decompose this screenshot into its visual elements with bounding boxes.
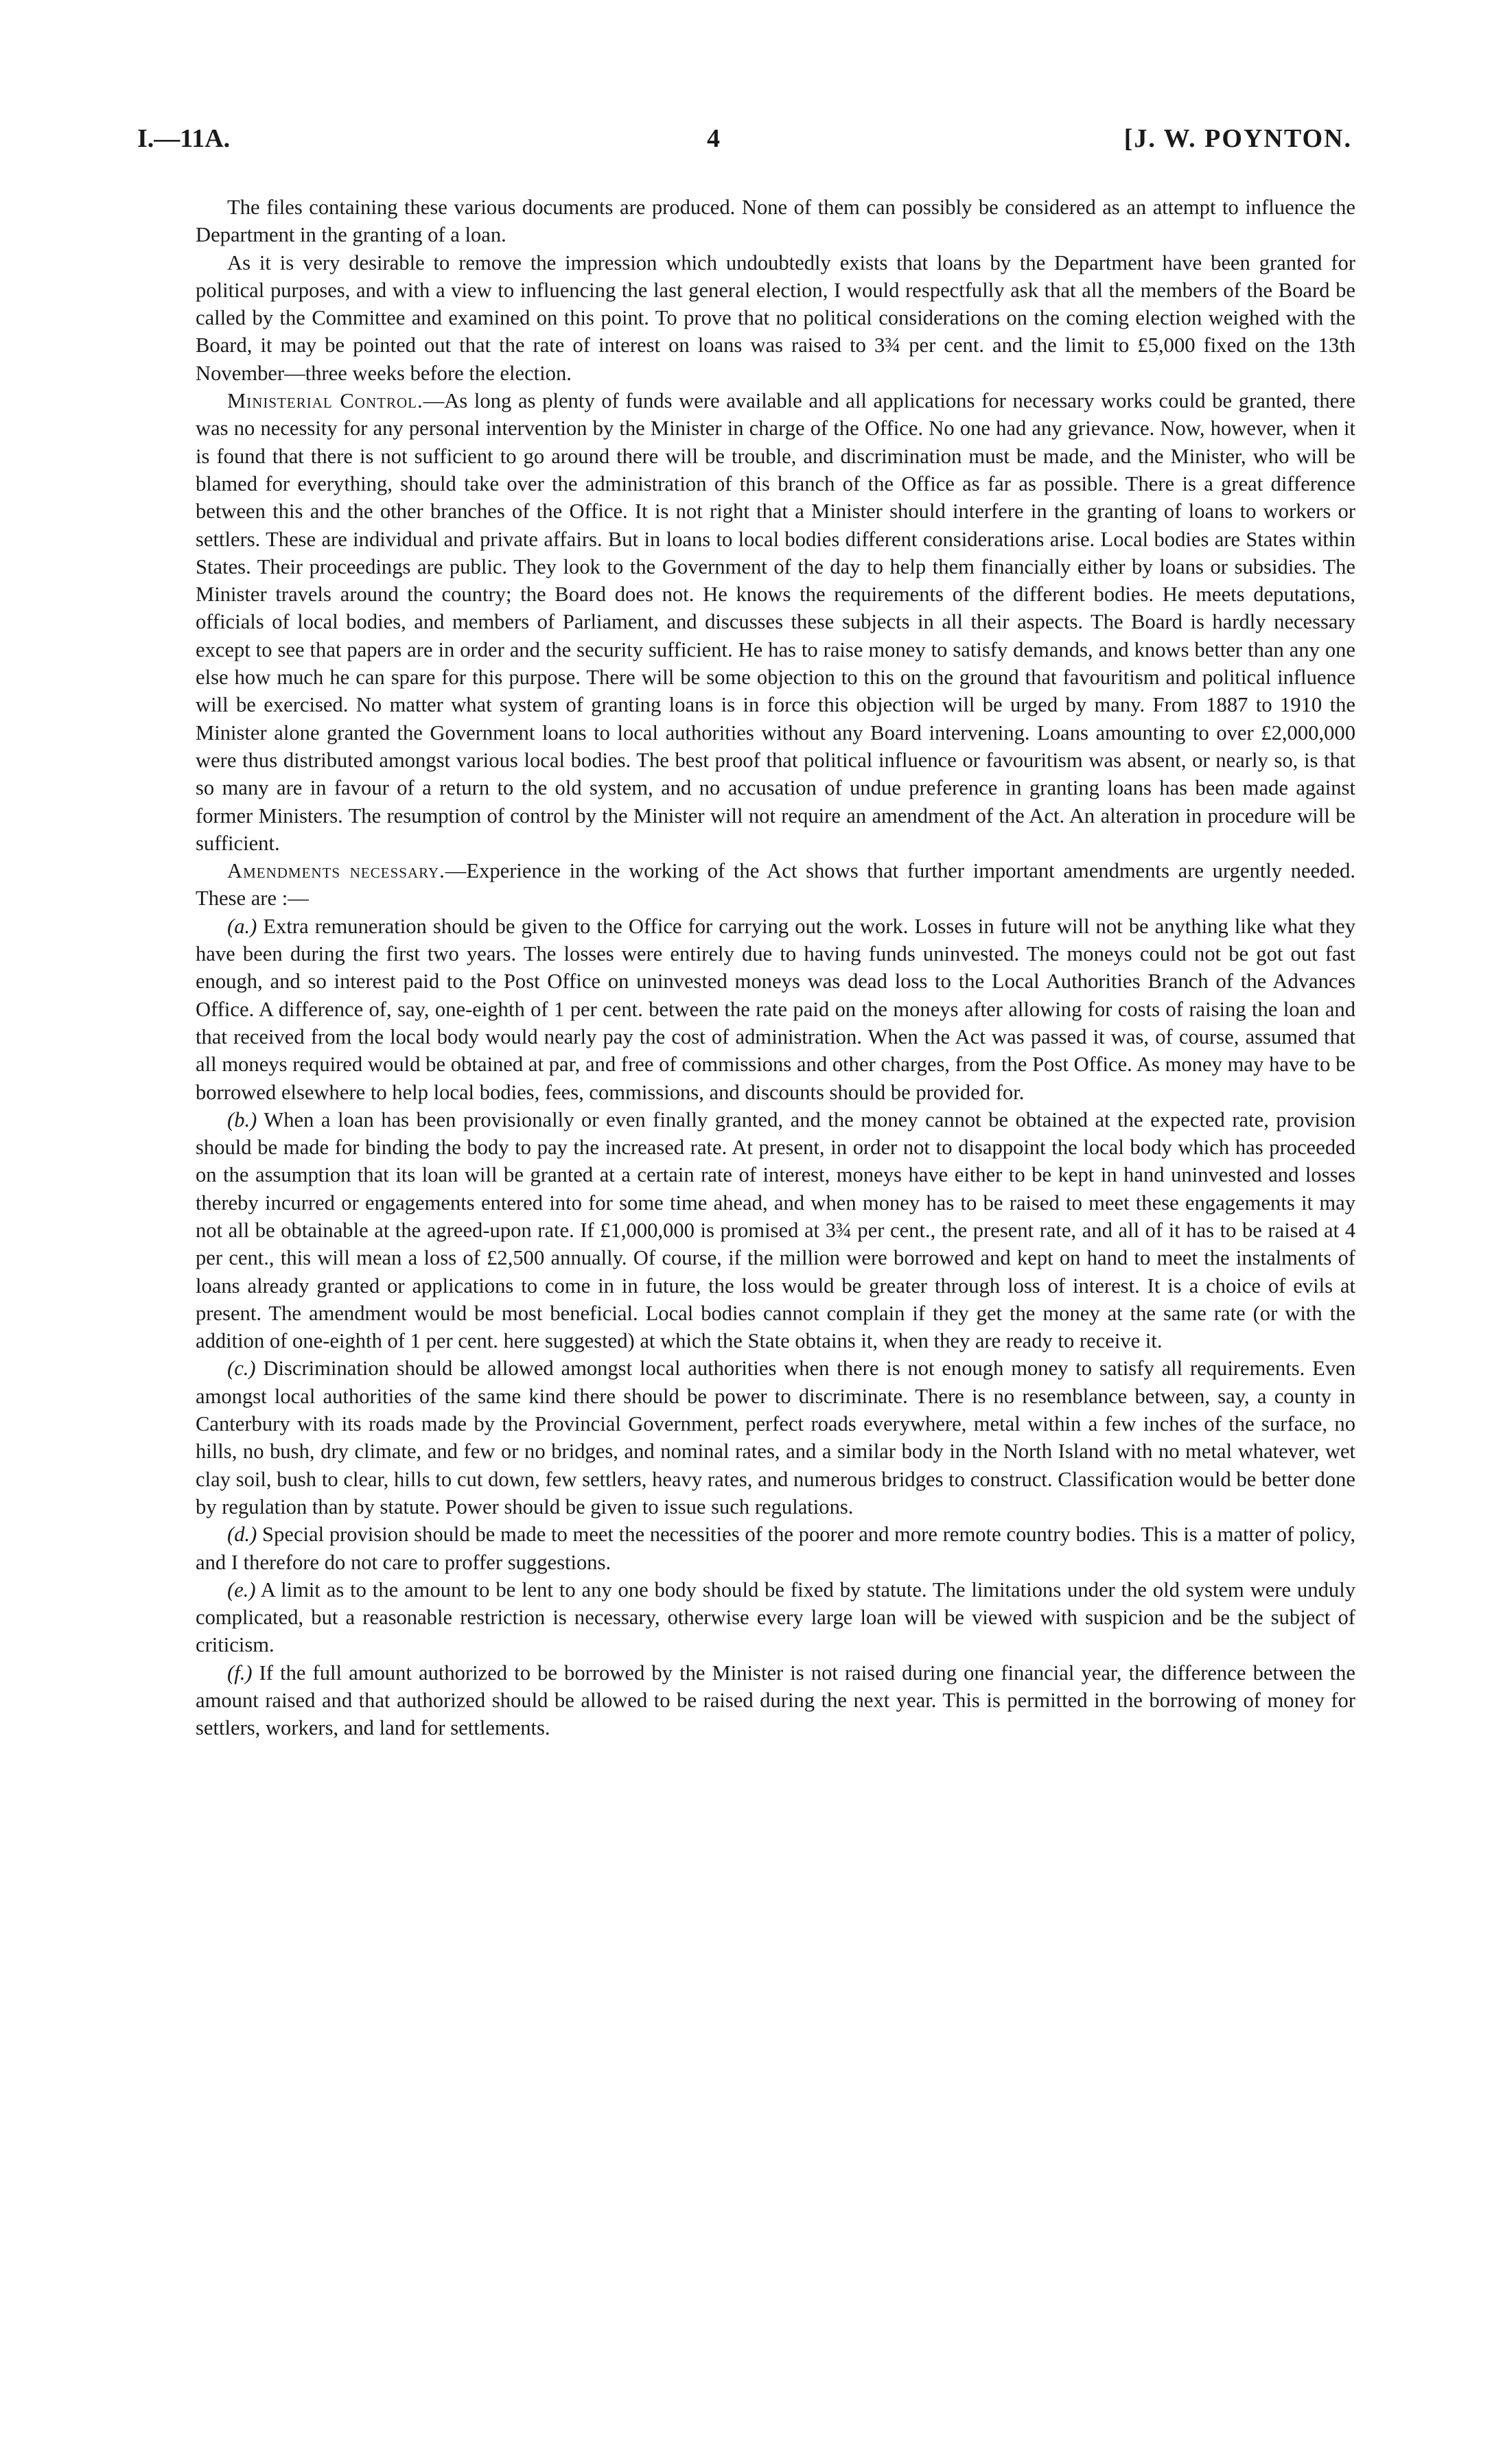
- section-heading: Ministerial Control.: [227, 389, 423, 413]
- item-label: (b.): [227, 1107, 257, 1131]
- paragraph-amendments-necessary: Amendments necessary.—Experience in the working of the Act shows that further important amendments are urgently needed. These are :—: [196, 859, 1355, 911]
- paragraph: The files containing these various documents are produced. None of them can possibly be considered as an attempt to influence the Department in the granting of a loan.: [196, 196, 1355, 247]
- list-item: (a.) Extra remuneration should be given to the Office for carrying out the work. Losses in future will not be anything like what they have been during the first two years. The losses were entirely due to having funds uninvested. The moneys could not be got out fast enough, and so interest paid to the Post Office on uninvested moneys was dead loss to the Local Authorities Branch of the Advances Office. A difference of, say, one-eighth of 1 per cent. between the rate paid on the moneys after allowing for costs of raising the loan and that received from the local body would nearly pay the cost of administration. When the Act was passed it was, of course, assumed that all moneys required would be obtained at par, and free of commissions and other charges, from the Post Office. As money may have to be borrowed elsewhere to help local bodies, fees, commissions, and discounts should be provided for.: [196, 914, 1355, 1104]
- page-header: [137, 124, 1352, 165]
- report-reference: I.—11A.: [137, 124, 231, 153]
- section-heading: Amendments necessary.: [227, 859, 445, 883]
- list-item: (e.) A limit as to the amount to be lent to any one body should be fixed by statute. The limitations under the old system were unduly complicated, but a reasonable restriction is necessary, otherwise every large loan will be viewed with suspicion and be the subject of criticism.: [196, 1577, 1355, 1657]
- item-label: (e.): [227, 1577, 256, 1601]
- paragraph: As it is very desirable to remove the impression which undoubtedly exists that loans by the Department have been granted for political purposes, and with a view to influencing the last general election, I would respectfully ask that all the members of the Board be called by the Committee and examined on this point. To prove that no political considerations on the coming election weighed with the Board, it may be pointed out that the rate of interest on loans was raised to 3¾ per cent. and the limit to £5,000 fixed on the 13th November—three weeks before the election.: [196, 250, 1355, 385]
- list-item: (f.) If the full amount authorized to be borrowed by the Minister is not raised during one financial year, the difference between the amount raised and that authorized should be allowed to be raised during the next year. This is permitted in the borrowing of money for settlers, workers, and land for settlements.: [196, 1661, 1355, 1740]
- body-text: [196, 193, 1355, 1742]
- item-label: (d.): [227, 1523, 257, 1547]
- item-label: (a.): [227, 914, 257, 938]
- item-label: (f.): [227, 1661, 253, 1685]
- witness-name: [J. W. POYNTON.: [1123, 124, 1352, 153]
- item-label: (c.): [227, 1357, 256, 1381]
- paragraph-ministerial-control: Ministerial Control.—As long as plenty of funds were available and all applications for necessary works could be granted, there was no necessity for any personal intervention by the Minister in charge of the Office. No one had any grievance. Now, however, when it is found that there is not sufficient to go around there will be trouble, and discrimination must be made, and the Minister, who will be blamed for everything, should take over the administration of this branch of the Office as far as possible. There is a great difference between this and the other branches of the Office. It is not right that a Minister should interfere in the granting of loans to workers or settlers. These are individual and private affairs. But in loans to local bodies different considerations arise. Local bodies are States within States. Their proceedings are public. They look to the Government of the day to help them financially either by loans or subsidies. The Minister travels around the country; the Board does not. He knows the requirements of the different bodies. He meets deputations, officials of local bodies, and members of Parliament, and discusses these subjects in all their aspects. The Board is hardly necessary except to see that papers are in order and the security sufficient. He has to raise money to satisfy demands, and knows better than any one else how much he can spare for this purpose. There will be some objection to this on the ground that favouritism and political influence will be exercised. No matter what system of granting loans is in force this objection will be urged by many. From 1887 to 1910 the Minister alone granted the Government loans to local authorities without any Board intervening. Loans amounting to over £2,000,000 were thus distributed amongst various local bodies. The best proof that political influence or favouritism was absent, or nearly so, is that so many are in favour of a return to the old system, and no accusation of undue preference in granting loans has been made against former Ministers. The resumption of control by the Minister will not require an amendment of the Act. An alteration in procedure will be sufficient.: [196, 389, 1355, 855]
- page-number: 4: [707, 124, 720, 153]
- list-item: (b.) When a loan has been provisionally or even finally granted, and the money cannot be obtained at the expected rate, provision should be made for binding the body to pay the increased rate. At present, in order not to disappoint the local body which has proceeded on the assumption that its loan will be granted at a certain rate of interest, moneys have either to be kept in hand uninvested and losses thereby incurred or engagements entered into for some time ahead, and when money has to be raised to meet these engagements it may not all be obtainable at the agreed-upon rate. If £1,000,000 is promised at 3¾ per cent., the present rate, and all of it has to be raised at 4 per cent., this will mean a loss of £2,500 annually. Of course, if the million were borrowed and kept on hand to meet the instalments of loans already granted or applications to come in in future, the loss would be greater through loss of interest. It is a choice of evils at present. The amendment would be most beneficial. Local bodies cannot complain if they get the money at the same rate (or with the addition of one-eighth of 1 per cent. here suggested) at which the State obtains it, when they are ready to receive it.: [196, 1107, 1355, 1353]
- list-item: (d.) Special provision should be made to meet the necessities of the poorer and more remote country bodies. This is a matter of policy, and I therefore do not care to proffer suggestions.: [196, 1523, 1355, 1574]
- list-item: (c.) Discrimination should be allowed amongst local authorities when there is not enough money to satisfy all requirements. Even amongst local authorities of the same kind there should be power to discriminate. There is no resemblance between, say, a county in Canterbury with its roads made by the Provincial Government, perfect roads everywhere, metal within a few inches of the surface, no hills, no bush, dry climate, and few or no bridges, and nominal rates, and a similar body in the North Island with no metal whatever, wet clay soil, bush to clear, hills to cut down, few settlers, heavy rates, and numerous bridges to construct. Classification would be better done by regulation than by statute. Power should be given to issue such regulations.: [196, 1357, 1355, 1518]
